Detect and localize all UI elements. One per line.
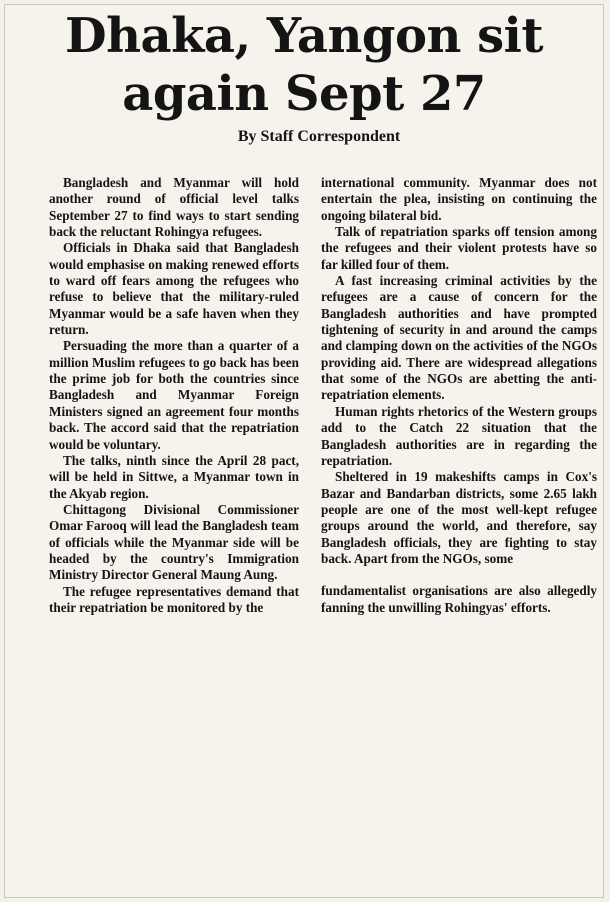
paragraph: Persuading the more than a quarter of a million Muslim refugees to go back has been the prime job for both the countries since Bangladesh and Myanmar Foreign Ministers signed an agreement four months back. The accord said that the repatriation would be voluntary. xyxy=(49,338,299,452)
right-column xyxy=(321,175,597,616)
paragraph: Officials in Dhaka said that Bangladesh would emphasise on making renewed efforts to ward off fears among the refugees who refuse to believe that the military-ruled Myanmar would be a safe haven when they return. xyxy=(49,240,299,338)
left-column xyxy=(49,175,299,616)
paragraph: Human rights rhetorics of the Western groups add to the Catch 22 situation that the Bangladesh authorities are in regarding the repatriation. xyxy=(321,403,597,468)
headline-line-1: Dhaka, Yangon sit xyxy=(64,8,544,64)
paragraph: Bangladesh and Myanmar will hold another round of official level talks September 27 to find ways to start sending back the reluctant Rohingya refugees. xyxy=(49,175,299,240)
headline-line-2: again Sept 27 xyxy=(122,66,486,122)
paragraph: The talks, ninth since the April 28 pact, will be held in Sittwe, a Myanmar town in the Akyab region. xyxy=(49,452,299,501)
article-body xyxy=(5,175,603,893)
paragraph: A fast increasing criminal activities by the refugees are a cause of concern for the Bangladesh authorities and have prompted tightening of security in and around the camps and clamping down on the activities of the NGOs providing aid. There are widespread allegations that some of the NGOs are abetting the anti-repatriation elements. xyxy=(321,273,597,403)
paragraph: The refugee representatives demand that their repatriation be monitored by the xyxy=(49,583,299,615)
paragraph: Talk of repatriation sparks off tension among the refugees and their violent protests have so far killed four of them. xyxy=(321,224,597,272)
paragraph-continued: international community. Myanmar does not entertain the plea, insisting on continuing the ongoing bilateral bid. xyxy=(321,175,597,223)
paragraph: Sheltered in 19 makeshifts camps in Cox's Bazar and Bandarban districts, some 2.65 lakh people are one of the most well-kept refugee groups around the world, and therefore, say Bangladesh officials, they are fighting to stay back. Apart from the NGOs, some xyxy=(321,469,597,566)
byline: By Staff Correspondent xyxy=(237,128,401,145)
paragraph-continued: fundamentalist organisations are also allegedly fanning the unwilling Rohingyas' efforts. xyxy=(321,583,597,615)
newspaper-clipping xyxy=(4,4,604,898)
headline xyxy=(5,5,603,123)
paragraph: Chittagong Divisional Commissioner Omar Farooq will lead the Bangladesh team of officials while the Myanmar side will be headed by the country's Immigration Ministry Director General Maung Aung. xyxy=(49,501,299,583)
column-gap xyxy=(321,567,597,583)
